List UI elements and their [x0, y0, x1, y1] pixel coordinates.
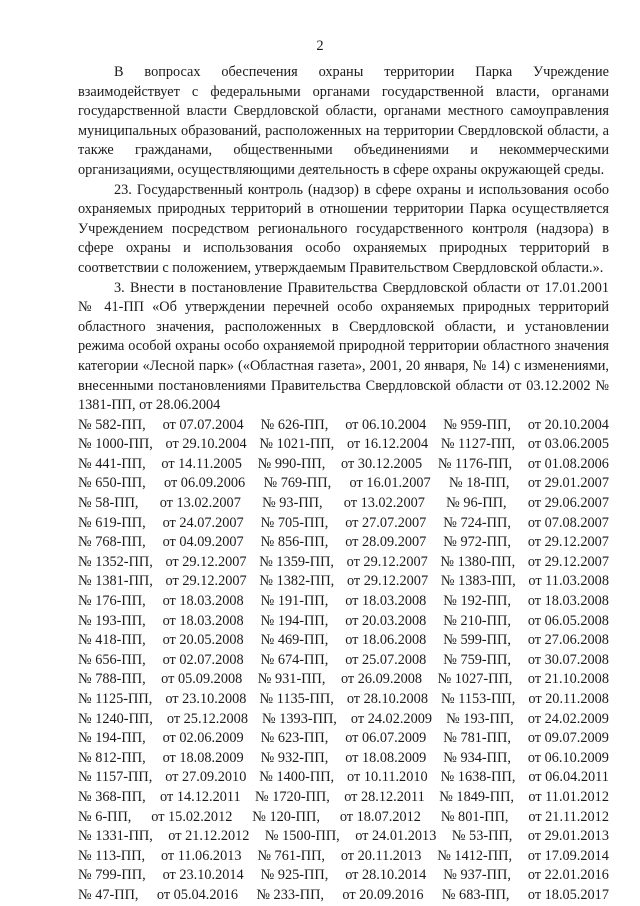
amendment-number: № 1331-ПП,	[78, 828, 153, 845]
amendment-number: № 656-ПП,	[78, 651, 146, 668]
paragraph-interaction: В вопросах обеспечения охраны территории Парка Учреждение взаимодействует с федеральными органами государственной власти, органами государственной власти Свердловской области, органами местного самоуправления муниципальных образований, расположенных на территории Свердловской области, а также гражданами, общественными объединениями и некоммерческими организациями, осуществляющими деятельность в сфере охраны окружающей среды.	[78, 64, 609, 178]
amendment-number: № 441-ПП,	[78, 455, 146, 472]
amendment-number: № 1500-ПП,	[264, 828, 340, 845]
amendment-date: от 13.02.2007	[159, 495, 241, 512]
amendment-number: № 210-ПП,	[443, 612, 511, 629]
amendment-number: № 176-ПП,	[78, 593, 146, 610]
amendment-number: № 683-ПП,	[441, 886, 510, 903]
amendment-date: от 17.09.2014	[527, 847, 609, 864]
amendment-date: от 29.12.2007	[165, 553, 247, 570]
amendment-date: от 29.10.2004	[165, 436, 247, 453]
amendment-date: от 05.09.2008	[161, 671, 243, 688]
amendment-number: № 801-ПП,	[440, 808, 509, 825]
amendment-number: № 53-ПП,	[451, 828, 513, 845]
amendment-number: № 192-ПП,	[443, 593, 511, 610]
amendment-number: № 1240-ПП,	[78, 710, 153, 727]
amendment-number: № 582-ПП,	[78, 416, 146, 433]
amendment-date: от 09.07.2009	[527, 730, 609, 747]
amendment-date: от 21.10.2008	[527, 671, 609, 688]
amendment-date: от 24.07.2007	[162, 514, 244, 531]
amendment-date: от 11.01.2012	[528, 788, 609, 805]
amendment-number: № 1021-ПП,	[259, 436, 335, 453]
amendment-date: от 18.03.2008	[162, 612, 244, 629]
amendment-number: № 705-ПП,	[260, 514, 329, 531]
amendment-date: от 18.07.2012	[339, 808, 421, 825]
amendment-date: от 06.07.2009	[345, 730, 427, 747]
amendment-date: от 20.03.2008	[345, 612, 427, 629]
amendment-date: от 14.12.2011	[160, 788, 241, 805]
amendment-number: № 925-ПП,	[260, 867, 329, 884]
amendment-date: от 21.12.2012	[168, 828, 250, 845]
amendment-date: от 18.08.2009	[162, 749, 244, 766]
amendment-line	[78, 886, 609, 906]
amendment-date: от 24.01.2013	[355, 828, 437, 845]
amendment-date: от 20.10.2004	[527, 416, 609, 433]
amendment-number: № 1720-ПП,	[255, 788, 330, 805]
amendment-date: от 06.10.2004	[345, 416, 427, 433]
amendment-date: от 29.01.2007	[527, 475, 609, 492]
amendment-number: № 599-ПП,	[443, 632, 511, 649]
amendment-number: № 934-ПП,	[443, 749, 511, 766]
amendment-date: от 02.07.2008	[162, 651, 244, 668]
amendment-line	[78, 494, 609, 514]
amendments-list	[78, 416, 609, 906]
amendment-line	[78, 749, 609, 769]
amendment-date: от 29.12.2007	[346, 573, 429, 590]
amendment-number: № 193-ПП,	[446, 710, 514, 727]
amendment-line	[78, 729, 609, 749]
amendment-number: № 856-ПП,	[260, 534, 329, 551]
amendment-line	[78, 847, 609, 867]
amendment-date: от 23.10.2008	[165, 691, 247, 707]
amendment-date: от 29.01.2013	[527, 828, 609, 845]
amendment-date: от 22.01.2016	[527, 867, 609, 884]
amendment-number: № 1383-ПП,	[440, 573, 516, 590]
amendment-line	[78, 514, 609, 534]
amendment-date: от 15.02.2012	[151, 808, 233, 825]
amendment-date: от 18.05.2017	[527, 886, 609, 903]
amendment-number: № 674-ПП,	[260, 651, 329, 668]
amendment-number: № 1393-ПП,	[262, 710, 337, 727]
amendment-number: № 96-ПП,	[446, 495, 507, 512]
amendment-date: от 01.08.2006	[527, 455, 609, 472]
amendment-number: № 194-ПП,	[78, 730, 146, 747]
amendment-number: № 788-ПП,	[78, 671, 146, 688]
amendment-line	[78, 866, 609, 886]
amendment-line	[78, 768, 609, 788]
amendment-number: № 619-ПП,	[78, 514, 146, 531]
amendment-date: от 23.10.2014	[162, 867, 244, 884]
amendment-number: № 724-ПП,	[443, 514, 511, 531]
amendment-date: от 11.06.2013	[160, 847, 242, 864]
amendment-number: № 6-ПП,	[78, 808, 132, 825]
amendment-date: от 20.09.2016	[342, 886, 424, 903]
amendment-date: от 14.11.2005	[161, 455, 242, 472]
amendment-date: от 18.03.2008	[162, 593, 244, 610]
amendment-date: от 03.06.2005	[527, 436, 609, 453]
amendment-number: № 1125-ПП,	[78, 691, 153, 707]
amendment-number: № 191-ПП,	[260, 593, 329, 610]
amendment-line	[78, 690, 609, 710]
amendment-number: № 1400-ПП,	[259, 769, 335, 786]
amendment-date: от 24.02.2009	[527, 710, 609, 727]
amendment-number: № 1380-ПП,	[440, 553, 516, 570]
amendment-date: от 28.10.2014	[345, 867, 427, 884]
amendment-date: от 27.06.2008	[527, 632, 609, 649]
amendment-date: от 20.11.2013	[340, 847, 422, 864]
amendment-date: от 20.05.2008	[162, 632, 244, 649]
amendment-number: № 113-ПП,	[78, 847, 146, 864]
paragraph-23-state-control: 23. Государственный контроль (надзор) в сфере охраны и использования особо охраняемых природных территорий в отношении территории Парка осуществляется Учреждением посредством регионального государственного контроля (надзора) в сфере охраны и использования особо охраняемых природных территорий в соответствии с положением, утверждаемым Правительством Свердловской области.».	[78, 181, 609, 276]
amendment-number: № 1135-ПП,	[259, 691, 334, 707]
amendment-date: от 28.09.2007	[345, 534, 427, 551]
document-body	[78, 63, 609, 906]
paragraph-3-amendment-intro: 3. Внести в постановление Правительства Свердловской области от 17.01.2001 № 41-ПП «Об утверждении перечней особо охраняемых природных территорий областного значения, расположенных в Свердловской области, и установлении режима особой охраны особо охраняемой природной территории областного значения категории «Лесной парк» («Областная газета», 2001, 20 января, № 14) с изменениями, внесенными постановлениями Правительства Свердловской области от 03.12.2002 № 1381-ПП, от 28.06.2004	[78, 279, 609, 414]
amendment-date: от 29.12.2007	[346, 553, 428, 570]
amendment-number: № 194-ПП,	[260, 612, 329, 629]
amendment-number: № 1027-ПП,	[437, 671, 513, 688]
amendment-date: от 29.12.2007	[165, 573, 247, 590]
amendment-date: от 18.06.2008	[345, 632, 427, 649]
amendment-number: № 1176-ПП,	[437, 455, 513, 472]
amendment-number: № 1849-ПП,	[439, 788, 514, 805]
amendment-line	[78, 827, 609, 847]
amendment-date: от 07.08.2007	[527, 514, 609, 531]
amendment-date: от 18.08.2009	[345, 749, 427, 766]
amendment-line	[78, 592, 609, 612]
amendment-date: от 24.02.2009	[350, 710, 433, 727]
amendment-number: № 1157-ПП,	[78, 769, 153, 786]
amendment-date: от 27.09.2010	[165, 769, 247, 786]
amendment-number: № 418-ПП,	[78, 632, 146, 649]
amendment-date: от 05.04.2016	[156, 886, 238, 903]
amendment-date: от 16.12.2004	[346, 436, 429, 453]
amendment-number: № 768-ПП,	[78, 534, 146, 551]
amendment-date: от 02.06.2009	[162, 730, 244, 747]
amendment-number: № 18-ПП,	[449, 475, 510, 492]
amendment-date: от 20.11.2008	[528, 691, 609, 707]
amendment-number: № 1412-ПП,	[437, 847, 513, 864]
amendment-number: № 1352-ПП,	[78, 553, 153, 570]
amendment-number: № 193-ПП,	[78, 612, 146, 629]
amendment-line	[78, 553, 609, 573]
amendment-date: от 30.07.2008	[527, 651, 609, 668]
amendment-number: № 650-ПП,	[78, 475, 146, 492]
page-number: 2	[316, 38, 324, 54]
amendment-date: от 25.12.2008	[166, 710, 248, 727]
amendment-number: № 959-ПП,	[443, 416, 511, 433]
amendment-number: № 120-ПП,	[252, 808, 320, 825]
amendment-date: от 06.10.2009	[527, 749, 609, 766]
amendment-number: № 469-ПП,	[260, 632, 329, 649]
amendment-date: от 21.11.2012	[528, 808, 609, 825]
amendment-number: № 769-ПП,	[263, 475, 332, 492]
amendment-number: № 759-ПП,	[443, 651, 511, 668]
amendment-date: от 04.09.2007	[162, 534, 244, 551]
amendment-number: № 93-ПП,	[262, 495, 323, 512]
amendment-number: № 781-ПП,	[443, 730, 511, 747]
amendment-number: № 972-ПП,	[443, 534, 511, 551]
amendment-date: от 29.06.2007	[527, 495, 609, 512]
amendment-line	[78, 710, 609, 730]
amendment-date: от 06.04.2011	[528, 769, 609, 786]
amendment-number: № 1127-ПП,	[440, 436, 516, 453]
amendment-date: от 26.09.2008	[340, 671, 423, 688]
amendment-line	[78, 670, 609, 690]
amendment-line	[78, 572, 609, 592]
amendment-number: № 1638-ПП,	[440, 769, 516, 786]
amendment-number: № 812-ПП,	[78, 749, 146, 766]
amendment-line	[78, 416, 609, 436]
amendment-number: № 1000-ПП,	[78, 436, 153, 453]
amendment-date: от 10.11.2010	[347, 769, 428, 786]
amendment-number: № 799-ПП,	[78, 867, 146, 884]
amendment-date: от 30.12.2005	[341, 455, 423, 472]
amendment-number: № 1153-ПП,	[441, 691, 516, 707]
amendment-number: № 1359-ПП,	[259, 553, 334, 570]
amendment-date: от 07.07.2004	[162, 416, 244, 433]
amendment-date: от 13.02.2007	[343, 495, 425, 512]
amendment-line	[78, 455, 609, 475]
amendment-number: № 233-ПП,	[256, 886, 324, 903]
amendment-date: от 29.12.2007	[527, 534, 609, 551]
amendment-date: от 18.03.2008	[527, 593, 609, 610]
amendment-number: № 626-ПП,	[260, 416, 329, 433]
amendment-number: № 932-ПП,	[260, 749, 329, 766]
amendment-number: № 1381-ПП,	[78, 573, 153, 590]
amendment-number: № 1382-ПП,	[259, 573, 335, 590]
amendment-number: № 931-ПП,	[257, 671, 326, 688]
amendment-date: от 28.12.2011	[344, 788, 425, 805]
amendment-date: от 06.05.2008	[527, 612, 609, 629]
amendment-date: от 06.09.2006	[164, 475, 246, 492]
amendment-date: от 27.07.2007	[345, 514, 427, 531]
amendment-line	[78, 533, 609, 553]
amendment-line	[78, 651, 609, 671]
amendment-date: от 29.12.2007	[527, 553, 609, 570]
amendment-line	[78, 435, 609, 455]
amendment-number: № 368-ПП,	[78, 788, 146, 805]
amendment-number: № 761-ПП,	[257, 847, 325, 864]
amendment-line	[78, 612, 609, 632]
amendment-date: от 18.03.2008	[345, 593, 427, 610]
amendment-date: от 28.10.2008	[346, 691, 428, 707]
amendment-number: № 623-ПП,	[260, 730, 329, 747]
amendment-number: № 47-ПП,	[78, 886, 139, 903]
amendment-line	[78, 808, 609, 828]
amendment-line	[78, 788, 609, 808]
amendment-line	[78, 474, 609, 494]
amendment-line	[78, 631, 609, 651]
amendment-date: от 25.07.2008	[345, 651, 427, 668]
amendment-number: № 58-ПП,	[78, 495, 139, 512]
amendment-date: от 11.03.2008	[528, 573, 609, 590]
amendment-number: № 990-ПП,	[257, 455, 326, 472]
amendment-number: № 937-ПП,	[443, 867, 511, 884]
amendment-date: от 16.01.2007	[349, 475, 431, 492]
